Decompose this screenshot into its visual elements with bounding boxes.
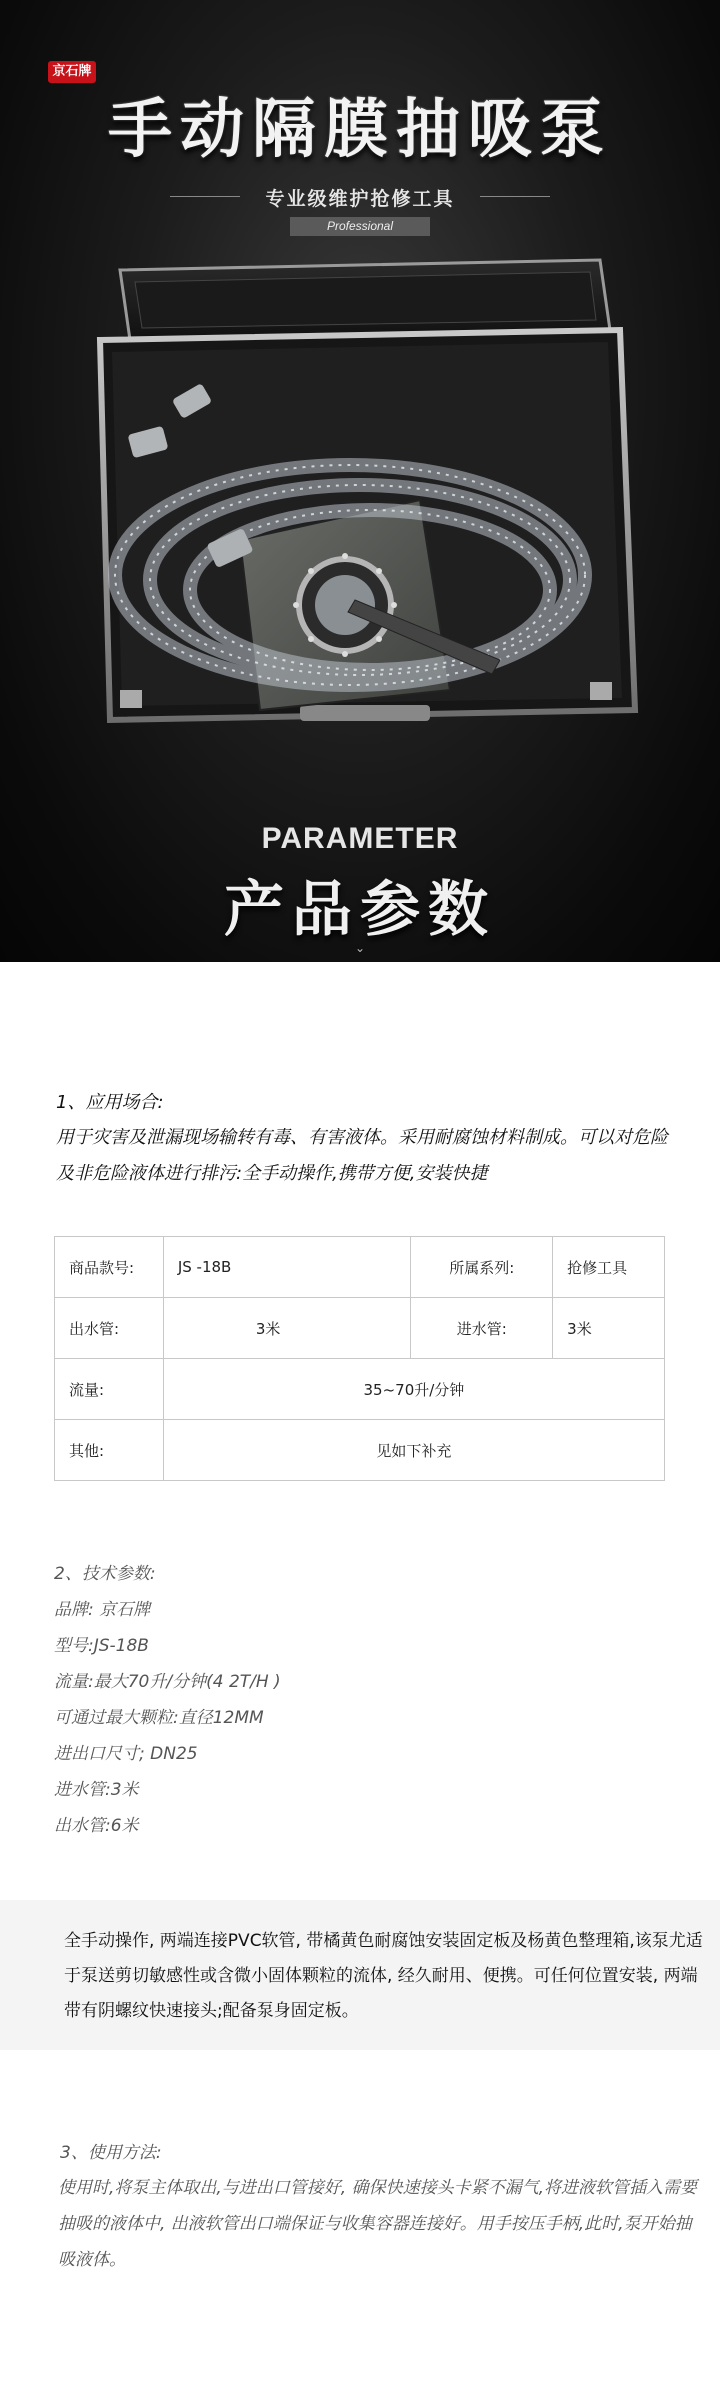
- table-label: 所属系列:: [411, 1237, 553, 1298]
- tech-line: 流量:最大70升/分钟(4 2T/H ): [54, 1672, 281, 1692]
- parameter-heading-cn: 产品参数: [224, 875, 496, 945]
- table-row: [55, 1359, 665, 1420]
- tech-line: 可通过最大颗粒:直径12MM: [54, 1708, 264, 1728]
- parameter-heading-en: PARAMETER: [261, 822, 459, 855]
- table-value: 35~70升/分钟: [163, 1359, 664, 1420]
- table-value: 3米: [553, 1298, 665, 1359]
- table-label: 出水管:: [55, 1298, 164, 1359]
- table-label: 流量:: [55, 1359, 164, 1420]
- professional-tag: Professional: [290, 217, 430, 236]
- feature-highlight-text: 全手动操作, 两端连接PVC软管, 带橘黄色耐腐蚀安装固定板及杨黄色整理箱,该泵尤适于泵送剪切敏感性或含微小固体颗粒的流体, 经久耐用、便携。可任何位置安装, 两端带有阴螺纹快速接头;配备泵身固定板。: [64, 1931, 703, 2021]
- usage-heading: 3、使用方法:: [60, 2143, 162, 2163]
- table-row: [55, 1237, 665, 1298]
- tech-line: 进出口尺寸; DN25: [54, 1744, 198, 1764]
- table-label: 其他:: [55, 1420, 164, 1481]
- table-label: 商品款号:: [55, 1237, 164, 1298]
- brand-badge: 京石牌: [48, 61, 96, 83]
- table-label: 进水管:: [411, 1298, 553, 1359]
- hero-banner: [0, 0, 720, 962]
- tech-line: 品牌: 京石牌: [54, 1600, 151, 1620]
- subtitle-divider-right: [480, 196, 550, 197]
- table-row: [55, 1420, 665, 1481]
- chevron-down-icon: ⌄: [354, 941, 366, 955]
- technical-parameters: [54, 1556, 281, 1844]
- spec-table: [54, 1236, 665, 1481]
- tech-line: 出水管:6米: [54, 1816, 139, 1836]
- table-row: [55, 1298, 665, 1359]
- application-heading: 1、应用场合:: [56, 1092, 164, 1113]
- table-value: 见如下补充: [163, 1420, 664, 1481]
- product-title: 手动隔膜抽吸泵: [108, 93, 612, 167]
- table-value: JS -18B: [163, 1237, 411, 1298]
- usage-description: 使用时,将泵主体取出,与进出口管接好, 确保快速接头卡紧不漏气,将进液软管插入需要抽吸的液体中, 出液软管出口端保证与收集容器连接好。用手按压手柄,此时,泵开始抽吸液体。: [58, 2178, 698, 2270]
- tech-line: 进水管:3米: [54, 1780, 139, 1800]
- tech-line: 型号:JS-18B: [54, 1636, 149, 1656]
- application-description: 用于灾害及泄漏现场输转有毒、有害液体。采用耐腐蚀材料制成。可以对危险及非危险液体进行排污:全手动操作,携带方便,安装快捷: [56, 1127, 668, 1184]
- product-subtitle: 专业级维护抢修工具: [265, 188, 455, 210]
- pump-case-image: [90, 250, 650, 750]
- table-value: 3米: [163, 1298, 411, 1359]
- tech-heading: 2、技术参数:: [54, 1564, 156, 1584]
- table-value: 抢修工具: [553, 1237, 665, 1298]
